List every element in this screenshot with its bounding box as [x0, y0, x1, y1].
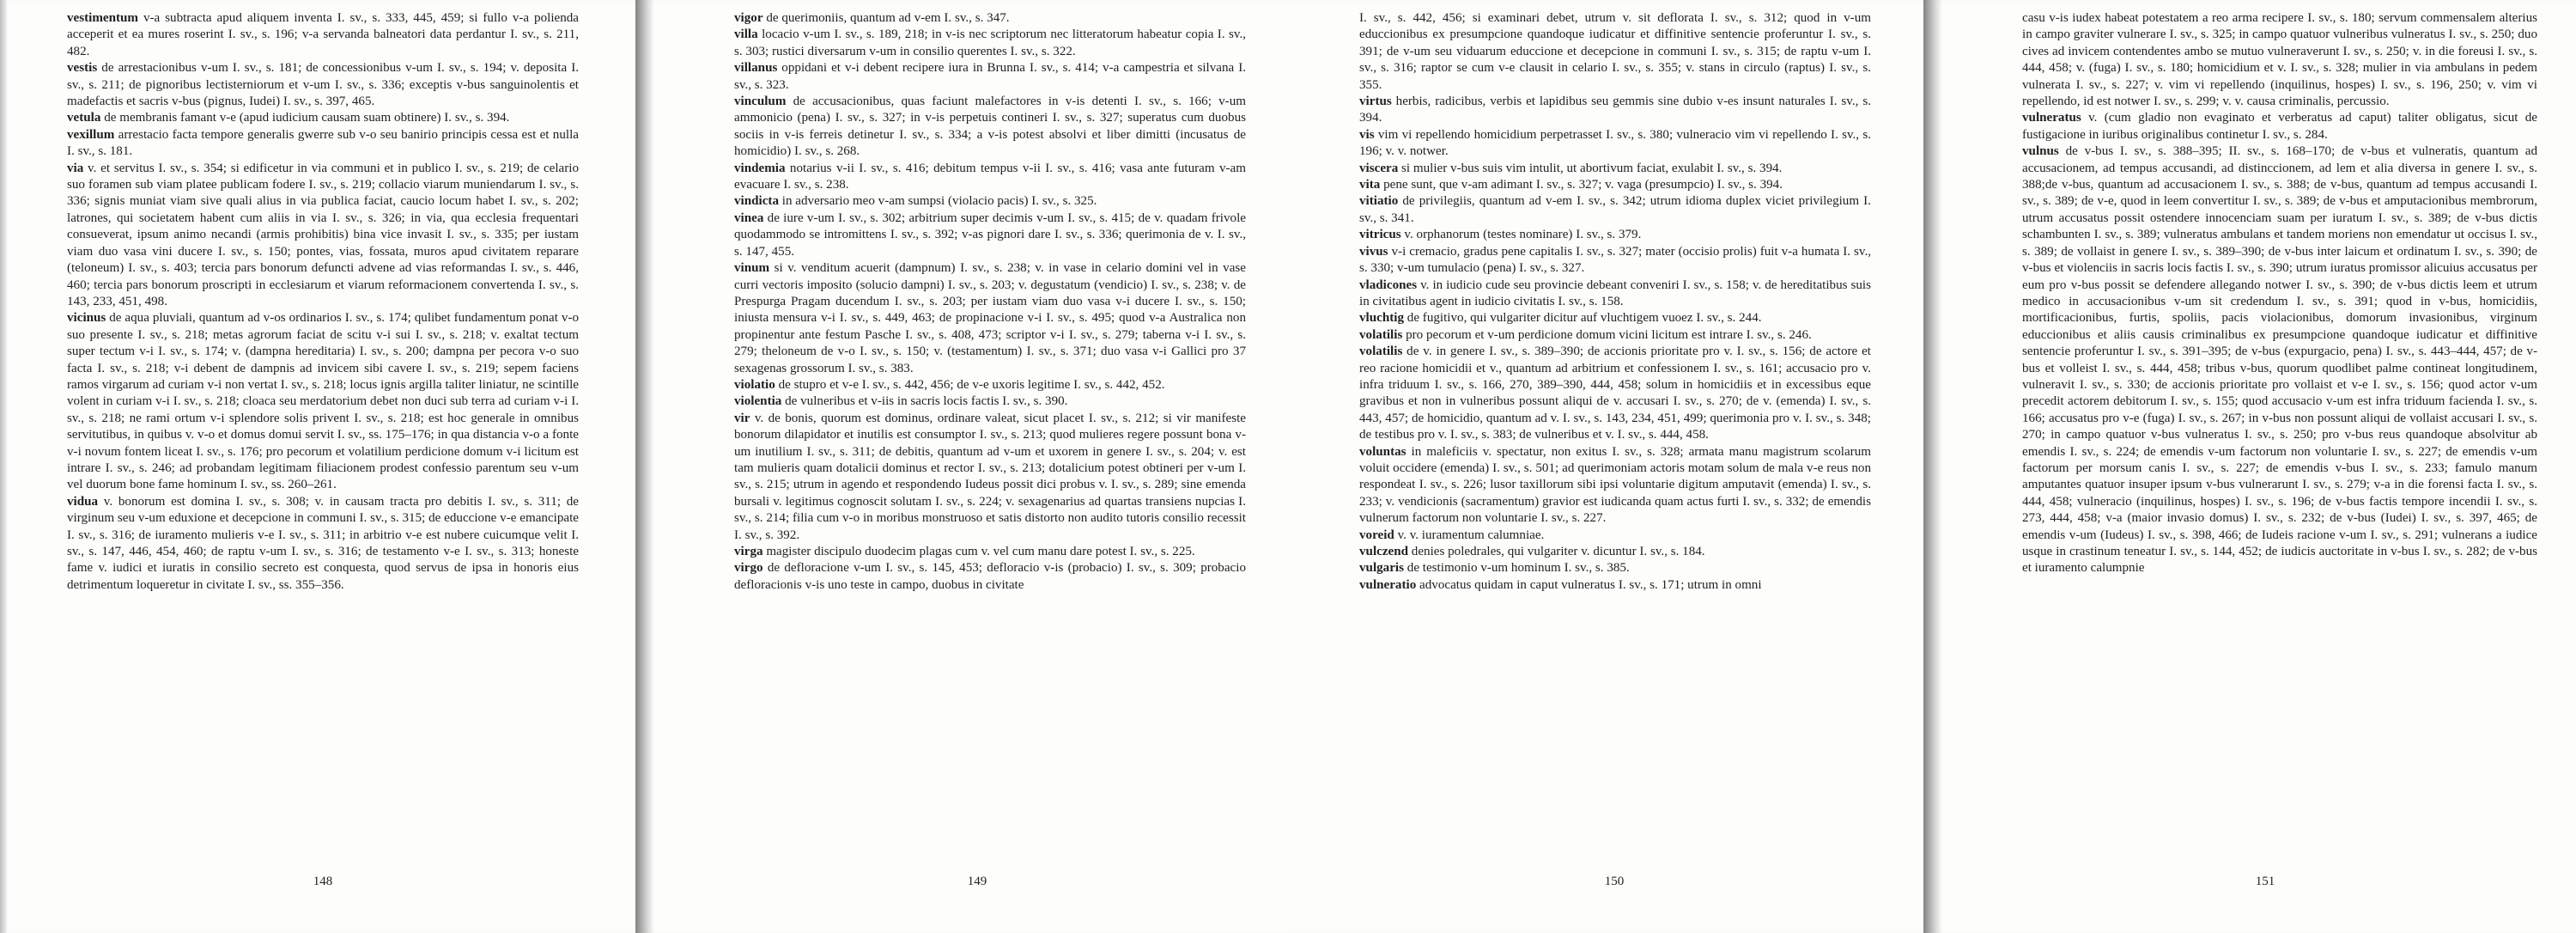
entry-headword: vivus [1359, 244, 1388, 259]
index-entry [1359, 177, 1871, 193]
index-entry [67, 60, 579, 110]
entry-headword: viscera [1359, 161, 1399, 175]
entry-headword: vluchtig [1359, 311, 1404, 326]
page-number: 150 [1604, 875, 1625, 888]
gutter-shadow [1923, 0, 1942, 933]
entry-text: de defloracione v-um I. sv., s. 145, 453; defloracio v-is (probacio) I. sv., s. 309; probacio defloracionis v-is uno teste in campo, duobus in civitate [734, 561, 1246, 592]
index-entry [734, 10, 1246, 27]
index-text-column [2022, 10, 2537, 577]
entry-headword: vestimentum [67, 11, 139, 25]
entry-headword: vulneratio [1359, 577, 1417, 592]
index-entry [1359, 244, 1871, 277]
index-entry [734, 210, 1246, 260]
page-number: 148 [313, 875, 333, 888]
entry-text: v-a subtracta apud aliquem inventa I. sv., s. 333, 445, 459; si fullo v-a polienda acceperit et ea mures roserint I. sv., s. 196; v-a servanda balneatori data perdantur I. sv., s. 211, 482. [67, 11, 579, 58]
entry-text: locacio v-um I. sv., s. 189, 218; in v-is nec scriptorum nec litteratorum habeatur copia I. sv., s. 303; rustici diversarum v-um in consilio querentes I. sv., s. 322. [734, 27, 1246, 58]
index-entry [1359, 327, 1871, 344]
index-entry [734, 411, 1246, 544]
index-entry [2022, 10, 2537, 110]
entry-text: v. bonorum est domina I. sv., s. 308; v. in causam tracta pro debitis I. sv., s. 311; de virginum seu v-um eduxione et decepcione in communi I. sv., s. 315; de educcione v-e emancipate I. sv., s. 316; de iuramento mulieris v-e I. sv., s. 311; in arbitrio v-e est nubere cuicumque velit I. sv., s. 147, 446, 454, 460; de raptu v-um I. sv., s. 316; de testamento v-e I. sv., s. 313; honeste fame v. iudici et iuratis in consilio secreto est conquesta, quod servus de ipsa in honoris eius detrimentum loqueretur in civitate I. sv., ss. 355–356. [67, 494, 579, 592]
entry-text: de aqua pluviali, quantum ad v-os ordinarios I. sv., s. 174; qulibet fundamentum ponat v-o suo presente I. sv., s. 218; metas agrorum faciat de scitu v-i sui I. sv., s. 218; v. exaltat tectum super tectum v-i I. sv., s. 174; v. (dampna hereditaria) I. sv., s. 200; dampna per pecora v-o suo facta I. sv., s. 218; v-i debent de dampnis ad invicem sibi cavere I. sv., s. 219; sepem faciens ramos virgarum ad curiam v-i non vertat I. sv., s. 218; locus ignis argilla taliter liniatur, ne scintille volent in curiam v-i I. sv., s. 218; cloaca seu merdatorium debet non duci sub terra ad curiam v-i I. sv., s. 218; ne rami ortum v-i splendore solis privent I. sv., s. 218; est hoc generale in omnibus servitutibus, in quibus v. v-o et domus domui servit I. sv., ss. 175–176; in qua distancia v-o a fonte v-i novum fontem liceat I. sv., s. 176; pro pecorum et volatilium perdicione domum v-i licitum est intrare I. sv., s. 246; ad probandam legitimam filiacionem prodest confessio parentum seu v-um vel duorum bone fame hominum I. sv., ss. 260–261. [67, 311, 579, 492]
page-number: 151 [2255, 875, 2275, 888]
entry-headword: vita [1359, 178, 1381, 192]
entry-headword: villa [734, 27, 758, 42]
book-edge-left [0, 0, 7, 933]
entry-text: denies poledrales, qui vulgariter v. dicuntur I. sv., s. 184. [1408, 545, 1705, 558]
entry-text: de fugitivo, qui vulgariter dicitur auf vluchtigem vuoez I. sv., s. 244. [1404, 311, 1762, 326]
entry-text: pene sunt, que v-am adimant I. sv., s. 327; v. vaga (presumpcio) I. sv., s. 394. [1380, 178, 1783, 192]
index-entry [67, 127, 579, 161]
entry-headword: voreid [1359, 527, 1394, 542]
entry-text: de privilegiis, quantum ad v-em I. sv., s. 342; utrum idioma duplex viciet privilegium I. sv., s. 341. [1359, 194, 1871, 225]
book-page-149 [635, 0, 1288, 933]
book-page-150 [1288, 0, 1941, 933]
entry-text: v. de bonis, quorum est dominus, ordinare valeat, sicut placet I. sv., s. 212; si vir manifeste bonorum dilapidator et inutilis est consumptor I. sv., s. 213; quod mulieres regere possunt bona v-um inutilium I. sv., s. 311; de debitis, quantum ad v-um et uxorem in genere I. sv., s. 204; v. est tam mulieris quam dotalicii dominus et rector I. sv., s. 213; dotalicium potest obtineri per v-um I. sv., s. 215; utrum in agendo et respondendo Iudeus possit dici probus v. I. sv., s. 289; sine emenda bursali v. legitimus cognoscit solutam I. sv., s. 224; v. sexagenarius ad quartas transiens nupcias I. sv., s. 214; filia cum v-o in moribus monstruoso et satis distorto non audito tutoris consilio recessit I. sv., s. 392. [734, 411, 1246, 542]
index-text-column [67, 10, 579, 594]
index-entry [734, 260, 1246, 377]
entry-headword: vinum [734, 261, 770, 276]
index-entry [1359, 127, 1871, 161]
gutter-shadow [635, 0, 654, 933]
index-entry [734, 560, 1246, 594]
entry-headword: volatilis [1359, 327, 1403, 342]
entry-headword: vestis [67, 61, 98, 76]
index-entry [734, 60, 1246, 94]
index-entry [734, 161, 1246, 194]
index-entry [1359, 277, 1871, 311]
entry-text: de stupro et v-e I. sv., s. 442, 456; de v-e uxoris legitime I. sv., s. 442, 452. [775, 377, 1165, 392]
index-entry [2022, 143, 2537, 577]
entry-headword: vicinus [67, 311, 106, 326]
entry-text: v. et servitus I. sv., s. 354; si edificetur in via communi et in publico I. sv., s. 219; de celario suo foramen sub viam platee publicam fodere I. sv., s. 219; collacio viarum muniendarum I. sv., s. 336; signis muniat viam sive quali alius in via publica faciat, caucio locum habet I. sv., s. 202; latrones, qui societatem habent cum aliis in via I. sv., s. 326; in via, qua ecclesia frequentari consueverat, ipsum animo necandi (armis prohibitis) bina vice invasit I. sv., s. 335; per iustam viam duo vasa vini ducere I. sv., s. 150; pontes, vias, fossata, muros apud civitatem reparare (teloneum) I. sv., s. 403; tercia pars bonorum defuncti advene ad vias reformandas I. sv., s. 446, 460; tercia pars bonorum proscripti in ecclesiarum et viarum reformacionem convertenda I. sv., s. 143, 233, 451, 498. [67, 161, 579, 308]
entry-headword: virga [734, 545, 763, 558]
book-page-151 [1923, 0, 2576, 933]
entry-headword: via [67, 161, 84, 175]
index-entry [67, 10, 579, 60]
entry-headword: vindicta [734, 194, 779, 209]
index-entry [2022, 110, 2537, 143]
entry-text: v. orphanorum (testes nominare) I. sv., s. 379. [1400, 228, 1642, 242]
entry-text: notarius v-ii I. sv., s. 416; debitum tempus v-ii I. sv., s. 416; vasa ante futuram v-am evacuare I. sv., s. 238. [734, 161, 1246, 192]
entry-text: si mulier v-bus suis vim intulit, ut abortivum faciat, exulabit I. sv., s. 394. [1398, 161, 1783, 175]
index-text-column [1359, 10, 1871, 594]
index-entry [1359, 10, 1871, 94]
index-entry [734, 27, 1246, 60]
entry-headword: virtus [1359, 95, 1392, 109]
index-entry [67, 110, 579, 126]
index-entry [67, 310, 579, 493]
index-entry [1359, 310, 1871, 326]
index-entry [1359, 193, 1871, 227]
index-entry [67, 494, 579, 594]
index-entry [67, 161, 579, 311]
index-entry [734, 94, 1246, 161]
entry-headword: vulgaris [1359, 561, 1404, 576]
entry-text: in adversario meo v-am sumpsi (violacio pacis) I. sv., s. 325. [779, 194, 1097, 209]
book-page-148 [0, 0, 653, 933]
index-entry [1359, 577, 1871, 594]
entry-headword: virgo [734, 561, 763, 576]
index-text-column [734, 10, 1246, 594]
entry-text: oppidani et v-i debent recipere iura in Brunna I. sv., s. 414; v-a campestria et silvana I. sv., s. 323. [734, 61, 1246, 92]
index-entry [1359, 344, 1871, 443]
entry-text: de arrestacionibus v-um I. sv., s. 181; de concessionibus v-um I. sv., s. 194; v. deposita I. sv., s. 211; de pignoribus lectisterniorum et v-um I. sv., s. 336; exceptis v-bus sanguinolentis et madefactis et sacris v-bus (pignus, Iudei) I. sv., s. 397, 465. [67, 61, 579, 109]
entry-headword: vindemia [734, 161, 786, 175]
index-entry [1359, 161, 1871, 177]
entry-headword: vexillum [67, 127, 115, 142]
entry-headword: vulneratus [2022, 111, 2081, 125]
entry-text: de membranis famant v-e (apud iudicium causam suam obtinere) I. sv., s. 394. [100, 111, 510, 125]
index-entry [1359, 560, 1871, 576]
entry-text: de querimoniis, quantum ad v-em I. sv., s. 347. [762, 11, 1010, 25]
entry-text: vim vi repellendo homicidium perpetrasset I. sv., s. 380; vulneracio vim vi repellendo I. sv., s. 196; v. v. notwer. [1359, 127, 1871, 159]
entry-text: si v. venditum acuerit (dampnum) I. sv., s. 238; v. in vase in celario domini vel in vase curri vectoris imposito (solucio dampni) I. sv., s. 203; v. degustatum (vendicio) I. sv., s. 238; v. de Prespurga Pragam ducendum I. sv., s. 203; per iustam viam duo vasa v-i ducere I. sv., s. 150; iniusta mensura v-i I. sv., s. 449, 463; de propinacione v-i I. sv., s. 495; quod v-a Australica non propinentur ante festum Pasche I. sv., s. 408, 473; scriptor v-i I. sv., s. 279; taberna v-i I. sv., s. 279; theloneum de v-o I. sv., s. 150; v. (testamentum) I. sv., s. 371; duo vasa v-i Gallici pro 37 sexagenas grossorum I. sv., s. 383. [734, 261, 1246, 375]
entry-text: de testimonio v-um hominum I. sv., s. 385. [1404, 561, 1630, 576]
entry-headword: vulczend [1359, 545, 1409, 558]
entry-headword: volatilis [1359, 345, 1403, 359]
entry-text: casu v-is iudex habeat potestatem a reo arma recipere I. sv., s. 180; servum commensalem alterius in campo graviter vulnerare I. sv., s. 325; in campo quatuor vulneribus vulneratus I. sv., s. 250; duo cives ad invicem contendentes ambo se mutuo vulneraverunt I. sv., s. 250; v. in die foreusi I. sv., s. 444, 458; v. (fuga) I. sv., s. 180; homicidium et v. I. sv., s. 328; mulier in via ambulans in pedem vulnerata I. sv., s. 227; v. vim vi repellendo (inquilinus, hospes) I. sv., s. 196, 250; v. vim vi repellendo, id est notwer I. sv., s. 299; v. v. causa criminalis, percussio. [2022, 11, 2537, 109]
entry-headword: villanus [734, 61, 778, 76]
entry-text: advocatus quidam in caput vulneratus I. sv., s. 171; utrum in omni [1416, 577, 1762, 592]
entry-headword: violentia [734, 394, 782, 409]
entry-text: de v-bus I. sv., s. 388–395; II. sv., s. 168–170; de v-bus et vulneratis, quantum ad accusacionem, ad tempus accusandi, ad distinccionem, ad lem et alia diversa in genere I. sv., s. 388;de v-bus, quantum ad accusacionem I. sv., s. 388; de v-bus, quantum ad tempus accusandi I. sv., s. 389; de v-e, quod in leem convertitur I. sv., s. 389; de v-bus et amputacionibus membrorum, utrum accusatus possit ostendere innocenciam suam per iuratum I. sv., s. 389; de v-bus dictis schambunten I. sv., s. 389; vulneratus ambulans et tandem moriens non emendatur ut occisus I. sv., s. 389; de vollaist in genere I. sv., s. 389–390; de v-bus inter laicum et ordinatum I. sv., s. 390; de v-bus et violenciis in sacris locis factis I. sv., s. 390; utrum iuratus promissor alicuius accusatus per eum pro v-bus possit se defendere allegando notwer I. sv., s. 390; de v-bus dictis leem et utrum medico in accusacionibus v-um sit credendum I. sv., s. 391; quod in v-bus, homicidiis, mortificacionibus, furtis, spoliis, pacis violacionibus, domorum invasionibus, virginum educcionibus et aliis causis criminalibus ex presumpcione quandoque iudicatur et diffinitive sentencie proferuntur I. sv., s. 391–395; de v-bus (expurgacio, pena) I. sv., s. 443–444, 457; de v-bus et volleist I. sv., s. 444, 458; tribus v-bus, quorum quodlibet palme contineat longitudinem, vulneravit I. sv., s. 330; de accionis prioritate pro vollaist et v-e I. sv., s. 156; quod actor v-um precedit actorem debitorum I. sv., s. 155; quod accusacio v-um est infra triduum facienda I. sv., s. 166; accusatus pro v-e (fuga) I. sv., s. 267; in v-bus non possunt aliqui de vollaist accusari I. sv., s. 270; in campo quatuor v-bus vulneratus I. sv., s. 250; pro v-bus reus quandoque absolvitur ab emendis I. sv., s. 224; de emendis v-um factorum non voluntarie I. sv., s. 227; de emendis v-um factorum per morsum canis I. sv., s. 227; de emendis v-bus I. sv., s. 233; famulo manum amputantes quatuor insuper ipsum v-bus vulnerarunt I. sv., s. 279; v-a in die forensi facta I. sv., s. 444, 458; vulneracio (inquilinus, hospes) I. sv., s. 196; de v-bus factis tempore incendii I. sv., s. 273, 444, 458; v-a (maior invasio domus) I. sv., s. 232; de v-bus (Iudei) I. sv., s. 397, 465; de emendis v-um (Iudeus) I. sv., s. 398, 466; de Iudeis racione v-um I. sv., s. 291; vulnerans a iudice usque in crastinum teneatur I. sv., s. 144, 452; de iudicis auctoritate in v-bus I. sv., s. 282; de v-bus et iuramento calumpnie [2022, 144, 2537, 576]
page-number: 149 [967, 875, 987, 888]
entry-text: arrestacio facta tempore generalis gwerre sub v-o seu banirio principis cessa est et nulla I. sv., s. 181. [67, 127, 579, 159]
entry-headword: vir [734, 411, 750, 425]
entry-headword: violatio [734, 377, 775, 392]
entry-text: v. (cum gladio non evaginato et verberatus ad caput) taliter obligatus, sicut de fustigacione in iuribus originalibus continetur I. sv., s. 284. [2022, 111, 2537, 142]
index-entry [734, 377, 1246, 393]
entry-text: v-i cremacio, gradus pene capitalis I. sv., s. 327; mater (occisio prolis) fuit v-a humata I. sv., s. 330; v-um tumulacio (pena) I. sv., s. 327. [1359, 244, 1871, 276]
entry-text: magister discipulo duodecim plagas cum v. vel cum manu dare potest I. sv., s. 225. [762, 545, 1195, 558]
entry-text: v. v. iuramentum calumniae. [1394, 527, 1545, 542]
entry-headword: vetula [67, 111, 101, 125]
entry-headword: vinea [734, 210, 764, 225]
index-entry [734, 544, 1246, 560]
index-entry [734, 393, 1246, 410]
index-entry [1359, 94, 1871, 127]
entry-headword: vinculum [734, 95, 787, 109]
entry-text: pro pecorum et v-um perdicione domum vicini licitum est intrare I. sv., s. 246. [1402, 327, 1812, 342]
entry-text: de accusacionibus, quas faciunt malefactores in v-is detenti I. sv., s. 166; v-um ammonicio (pena) I. sv., s. 327; in v-is perpetuis contineri I. sv., s. 327; superatus cum duobus sociis in v-is ferreis detinetur I. sv., s. 334; a v-is potest absolvi et liber dimitti (incusatus de homicidio) I. sv., s. 268. [734, 95, 1246, 159]
entry-text: de v. in genere I. sv., s. 389–390; de accionis prioritate pro v. I. sv., s. 156; de actore et reo racione homicidii et v., quantum ad arbitrium et confessionem I. sv., s. 161; accusacio pro v. infra triduum I. sv., s. 166, 270, 389–390, 444, 458; solum in homicidiis et in excessibus eque gravibus et non in vulneribus possunt aliqui de v. accusari I. sv., s. 270; de v. (emenda) I. sv., s. 443, 457; de homicidio, quantum ad v. I. sv., s. 143, 234, 451, 499; querimonia pro v. I. sv., s. 348; de testibus pro v. I. sv., s. 383; de vulneribus et v. I. sv., s. 444, 458. [1359, 345, 1871, 442]
entry-text: de vulneribus et v-iis in sacris locis factis I. sv., s. 390. [781, 394, 1068, 409]
index-entry [1359, 544, 1871, 560]
entry-headword: vladicones [1359, 277, 1418, 292]
entry-headword: vis [1359, 127, 1375, 142]
index-entry [1359, 444, 1871, 527]
entry-text: herbis, radicibus, verbis et lapidibus seu gemmis sine dubio v-es insunt naturales I. sv., s. 394. [1359, 95, 1871, 125]
entry-text: I. sv., s. 442, 456; si examinari debet, utrum v. sit deflorata I. sv., s. 312; quod in v-um educcionibus ex presumpcione quandoque iudicatur et diffinitive sentencie proferuntur I. sv., s. 391; de v-um seu viduarum educcione et decepcione in communi I. sv., s. 315; de raptu v-um I. sv., s. 316; raptor se cum v-e clausit in celario I. sv., s. 355; v. stans in circulo (raptus) I. sv., s. 355. [1359, 11, 1871, 92]
entry-headword: voluntas [1359, 444, 1406, 459]
entry-headword: vitiatio [1359, 194, 1399, 209]
index-entry [734, 193, 1246, 210]
entry-headword: vidua [67, 494, 99, 509]
entry-headword: vitricus [1359, 228, 1401, 242]
entry-text: v. in iudicio cude seu provincie debeant conveniri I. sv., s. 158; v. de hereditatibus suis in civitatibus agent in iudicio civitatis I. sv., s. 158. [1359, 277, 1871, 308]
index-entry [1359, 227, 1871, 243]
entry-text: de iure v-um I. sv., s. 302; arbitrium super decimis v-um I. sv., s. 415; de v. quadam frivole quodammodo se intromittens I. sv., s. 392; v-as pignori dare I. sv., s. 336; querimonia de v. I. sv., s. 147, 455. [734, 210, 1246, 259]
entry-headword: vigor [734, 11, 763, 25]
entry-text: in maleficiis v. spectatur, non exitus I. sv., s. 328; armata manu magistrum scolarum voluit occidere (emenda) I. sv., s. 501; ad querimoniam actoris motam solum de mala v-e reus non respondeat I. sv., s. 226; lusor taxillorum sibi ipsi voluntarie digitum amputavit (emenda) I. sv., s. 233; v. vendicionis (sacramentum) gravior est iudicanda quam actus furti I. sv., s. 332; de emendis vulnerum factorum non voluntarie I. sv., s. 227. [1359, 444, 1871, 526]
index-entry [1359, 527, 1871, 544]
entry-headword: vulnus [2022, 144, 2059, 159]
